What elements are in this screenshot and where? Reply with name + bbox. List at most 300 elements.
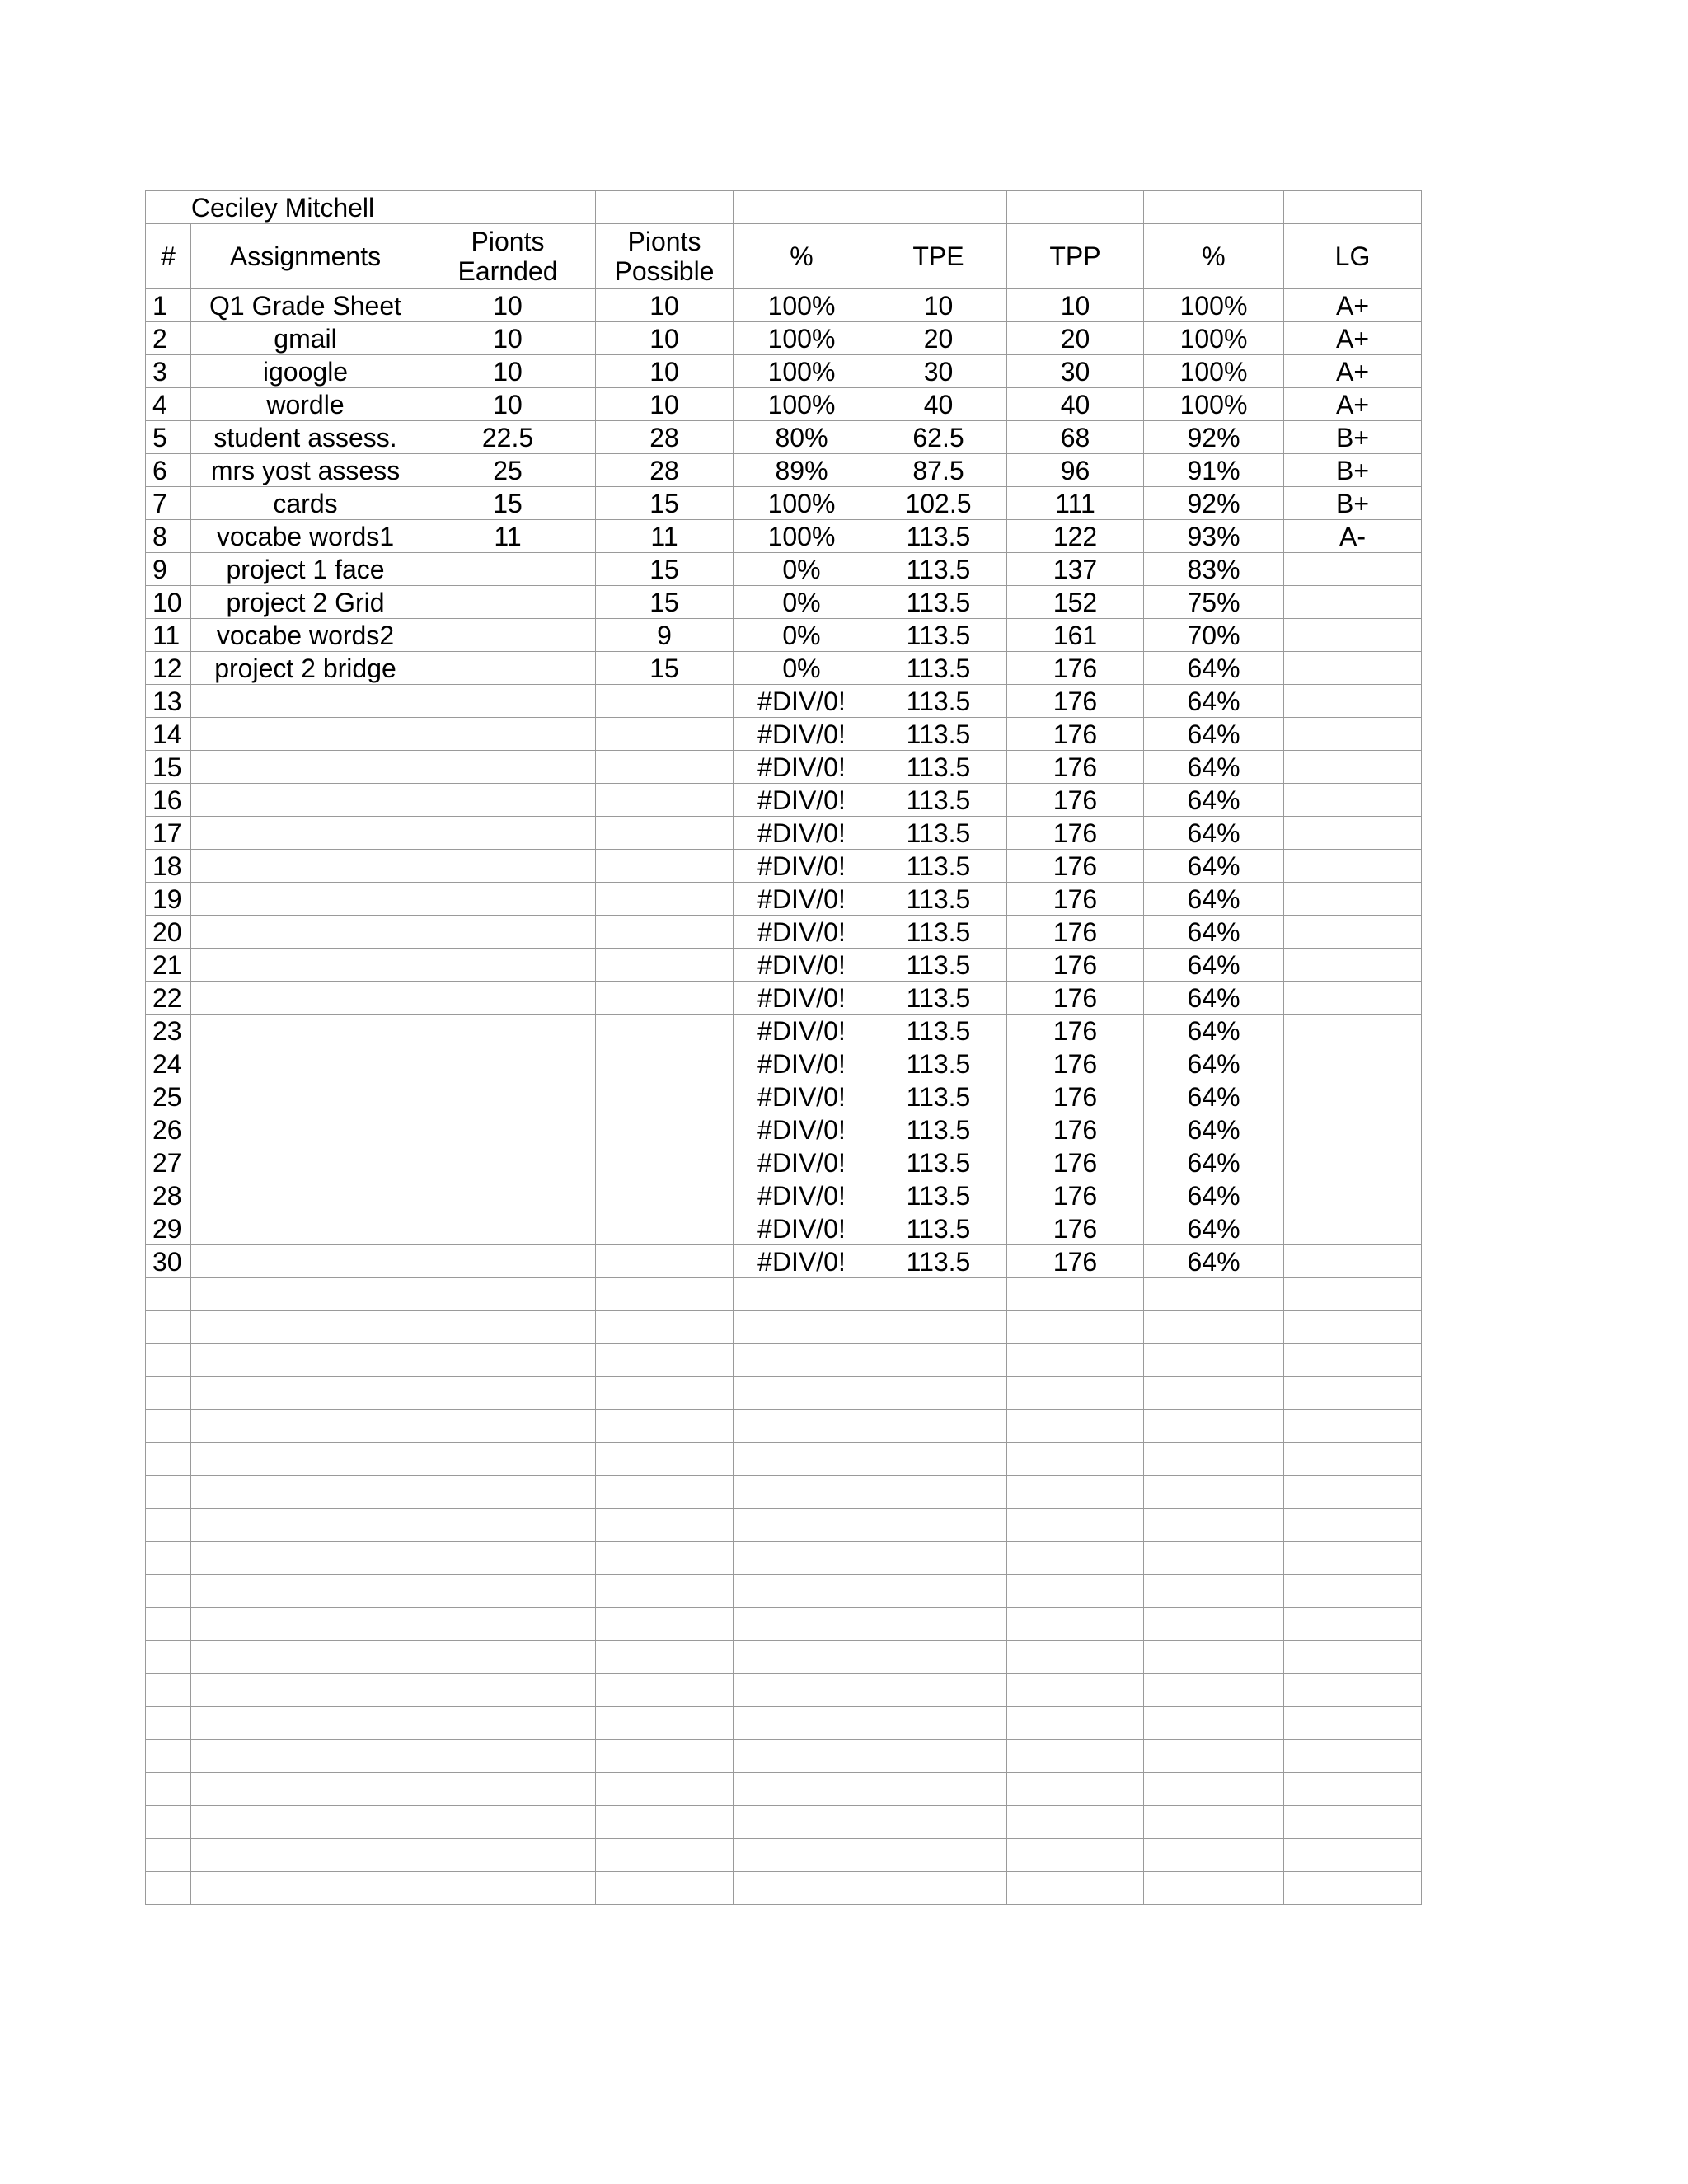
empty-cell[interactable] bbox=[191, 1377, 420, 1410]
letter-grade-cell[interactable] bbox=[1284, 751, 1422, 784]
assignment-name-cell[interactable] bbox=[191, 784, 420, 817]
empty-cell[interactable] bbox=[420, 1476, 596, 1509]
percent-cell[interactable]: #DIV/0! bbox=[734, 1080, 870, 1113]
total-percent-cell[interactable]: 64% bbox=[1144, 949, 1284, 982]
assignment-name-cell[interactable]: project 2 Grid bbox=[191, 586, 420, 619]
empty-cell[interactable] bbox=[1284, 1476, 1422, 1509]
letter-grade-cell[interactable] bbox=[1284, 949, 1422, 982]
empty-cell[interactable] bbox=[146, 1509, 191, 1542]
empty-cell[interactable] bbox=[1007, 1410, 1144, 1443]
letter-grade-cell[interactable] bbox=[1284, 1245, 1422, 1278]
tpp-cell[interactable]: 10 bbox=[1007, 289, 1144, 322]
letter-grade-cell[interactable]: B+ bbox=[1284, 454, 1422, 487]
empty-cell[interactable] bbox=[1284, 1839, 1422, 1872]
tpe-cell[interactable]: 113.5 bbox=[870, 685, 1007, 718]
assignment-name-cell[interactable]: wordle bbox=[191, 388, 420, 421]
empty-cell[interactable] bbox=[420, 1674, 596, 1707]
points-possible-cell[interactable]: 28 bbox=[596, 454, 734, 487]
empty-cell[interactable] bbox=[1284, 1311, 1422, 1344]
points-earned-cell[interactable] bbox=[420, 817, 596, 850]
assignment-name-cell[interactable] bbox=[191, 949, 420, 982]
empty-cell[interactable] bbox=[420, 1410, 596, 1443]
empty-cell[interactable] bbox=[1007, 1608, 1144, 1641]
letter-grade-cell[interactable] bbox=[1284, 883, 1422, 916]
points-possible-cell[interactable]: 10 bbox=[596, 388, 734, 421]
total-percent-cell[interactable]: 64% bbox=[1144, 1015, 1284, 1047]
percent-cell[interactable]: #DIV/0! bbox=[734, 718, 870, 751]
empty-cell[interactable] bbox=[420, 1278, 596, 1311]
empty-cell[interactable] bbox=[146, 1311, 191, 1344]
points-possible-cell[interactable] bbox=[596, 817, 734, 850]
points-possible-cell[interactable] bbox=[596, 1047, 734, 1080]
row-number-cell[interactable]: 1 bbox=[146, 289, 191, 322]
points-earned-cell[interactable] bbox=[420, 883, 596, 916]
empty-cell[interactable] bbox=[1284, 1344, 1422, 1377]
tpp-cell[interactable]: 176 bbox=[1007, 949, 1144, 982]
empty-cell[interactable] bbox=[596, 1608, 734, 1641]
assignment-name-cell[interactable] bbox=[191, 1245, 420, 1278]
empty-cell[interactable] bbox=[420, 1773, 596, 1806]
empty-cell[interactable] bbox=[1007, 1377, 1144, 1410]
empty-cell[interactable] bbox=[1144, 1542, 1284, 1575]
empty-cell[interactable] bbox=[870, 1707, 1007, 1740]
tpp-cell[interactable]: 152 bbox=[1007, 586, 1144, 619]
row-number-cell[interactable]: 27 bbox=[146, 1146, 191, 1179]
empty-cell[interactable] bbox=[1007, 1509, 1144, 1542]
empty-cell[interactable] bbox=[191, 1773, 420, 1806]
empty-cell[interactable] bbox=[734, 1476, 870, 1509]
empty-cell[interactable] bbox=[191, 1344, 420, 1377]
points-earned-cell[interactable] bbox=[420, 1245, 596, 1278]
empty-cell[interactable] bbox=[596, 1641, 734, 1674]
empty-cell[interactable] bbox=[1007, 1839, 1144, 1872]
percent-cell[interactable]: 100% bbox=[734, 520, 870, 553]
points-earned-cell[interactable]: 11 bbox=[420, 520, 596, 553]
empty-cell[interactable] bbox=[596, 1542, 734, 1575]
empty-cell[interactable] bbox=[1284, 1575, 1422, 1608]
empty-cell[interactable] bbox=[1284, 1410, 1422, 1443]
percent-cell[interactable]: #DIV/0! bbox=[734, 1047, 870, 1080]
empty-cell[interactable] bbox=[146, 1707, 191, 1740]
total-percent-cell[interactable]: 64% bbox=[1144, 1245, 1284, 1278]
empty-cell[interactable] bbox=[596, 1278, 734, 1311]
empty-cell[interactable] bbox=[1284, 1542, 1422, 1575]
empty-cell[interactable] bbox=[734, 1707, 870, 1740]
total-percent-cell[interactable]: 64% bbox=[1144, 1179, 1284, 1212]
empty-cell[interactable] bbox=[1007, 1575, 1144, 1608]
empty-cell[interactable] bbox=[734, 191, 870, 224]
percent-cell[interactable]: 0% bbox=[734, 553, 870, 586]
letter-grade-cell[interactable] bbox=[1284, 1080, 1422, 1113]
empty-cell[interactable] bbox=[146, 1542, 191, 1575]
assignment-name-cell[interactable] bbox=[191, 751, 420, 784]
empty-cell[interactable] bbox=[191, 1707, 420, 1740]
empty-cell[interactable] bbox=[870, 1806, 1007, 1839]
tpe-cell[interactable]: 87.5 bbox=[870, 454, 1007, 487]
tpe-cell[interactable]: 113.5 bbox=[870, 817, 1007, 850]
tpp-cell[interactable]: 122 bbox=[1007, 520, 1144, 553]
empty-cell[interactable] bbox=[596, 1773, 734, 1806]
letter-grade-cell[interactable] bbox=[1284, 619, 1422, 652]
tpe-cell[interactable]: 113.5 bbox=[870, 1245, 1007, 1278]
empty-cell[interactable] bbox=[1144, 1740, 1284, 1773]
total-percent-cell[interactable]: 93% bbox=[1144, 520, 1284, 553]
points-possible-cell[interactable] bbox=[596, 916, 734, 949]
row-number-cell[interactable]: 16 bbox=[146, 784, 191, 817]
points-possible-cell[interactable]: 15 bbox=[596, 586, 734, 619]
total-percent-cell[interactable]: 92% bbox=[1144, 421, 1284, 454]
empty-cell[interactable] bbox=[870, 1773, 1007, 1806]
percent-cell[interactable]: 100% bbox=[734, 322, 870, 355]
empty-cell[interactable] bbox=[870, 1740, 1007, 1773]
tpp-cell[interactable]: 137 bbox=[1007, 553, 1144, 586]
row-number-cell[interactable]: 6 bbox=[146, 454, 191, 487]
row-number-cell[interactable]: 18 bbox=[146, 850, 191, 883]
empty-cell[interactable] bbox=[191, 1608, 420, 1641]
empty-cell[interactable] bbox=[420, 1740, 596, 1773]
empty-cell[interactable] bbox=[1007, 1443, 1144, 1476]
tpp-cell[interactable]: 176 bbox=[1007, 718, 1144, 751]
assignment-name-cell[interactable] bbox=[191, 982, 420, 1015]
empty-cell[interactable] bbox=[420, 1311, 596, 1344]
tpp-cell[interactable]: 161 bbox=[1007, 619, 1144, 652]
empty-cell[interactable] bbox=[420, 1509, 596, 1542]
empty-cell[interactable] bbox=[1284, 1509, 1422, 1542]
assignment-name-cell[interactable] bbox=[191, 1015, 420, 1047]
total-percent-cell[interactable]: 64% bbox=[1144, 652, 1284, 685]
header-points-earned[interactable]: Pionts Earnded bbox=[420, 224, 596, 289]
header-assignments[interactable]: Assignments bbox=[191, 224, 420, 289]
empty-cell[interactable] bbox=[870, 1509, 1007, 1542]
points-earned-cell[interactable] bbox=[420, 619, 596, 652]
tpe-cell[interactable]: 62.5 bbox=[870, 421, 1007, 454]
points-earned-cell[interactable] bbox=[420, 586, 596, 619]
empty-cell[interactable] bbox=[1144, 1377, 1284, 1410]
points-possible-cell[interactable] bbox=[596, 1146, 734, 1179]
empty-cell[interactable] bbox=[1284, 1740, 1422, 1773]
points-possible-cell[interactable] bbox=[596, 1015, 734, 1047]
empty-cell[interactable] bbox=[1144, 1509, 1284, 1542]
tpe-cell[interactable]: 113.5 bbox=[870, 619, 1007, 652]
points-earned-cell[interactable] bbox=[420, 1047, 596, 1080]
empty-cell[interactable] bbox=[870, 1542, 1007, 1575]
points-possible-cell[interactable] bbox=[596, 949, 734, 982]
points-possible-cell[interactable] bbox=[596, 784, 734, 817]
empty-cell[interactable] bbox=[420, 191, 596, 224]
empty-cell[interactable] bbox=[1007, 1344, 1144, 1377]
percent-cell[interactable]: #DIV/0! bbox=[734, 1113, 870, 1146]
empty-cell[interactable] bbox=[870, 1278, 1007, 1311]
empty-cell[interactable] bbox=[191, 1839, 420, 1872]
total-percent-cell[interactable]: 70% bbox=[1144, 619, 1284, 652]
letter-grade-cell[interactable]: B+ bbox=[1284, 487, 1422, 520]
tpe-cell[interactable]: 113.5 bbox=[870, 982, 1007, 1015]
empty-cell[interactable] bbox=[1144, 1872, 1284, 1905]
row-number-cell[interactable]: 26 bbox=[146, 1113, 191, 1146]
empty-cell[interactable] bbox=[191, 1641, 420, 1674]
empty-cell[interactable] bbox=[870, 1476, 1007, 1509]
letter-grade-cell[interactable] bbox=[1284, 685, 1422, 718]
row-number-cell[interactable]: 23 bbox=[146, 1015, 191, 1047]
percent-cell[interactable]: 100% bbox=[734, 289, 870, 322]
tpp-cell[interactable]: 176 bbox=[1007, 982, 1144, 1015]
assignment-name-cell[interactable]: igoogle bbox=[191, 355, 420, 388]
letter-grade-cell[interactable] bbox=[1284, 817, 1422, 850]
empty-cell[interactable] bbox=[596, 191, 734, 224]
letter-grade-cell[interactable]: A+ bbox=[1284, 388, 1422, 421]
tpe-cell[interactable]: 113.5 bbox=[870, 751, 1007, 784]
row-number-cell[interactable]: 20 bbox=[146, 916, 191, 949]
empty-cell[interactable] bbox=[1284, 1707, 1422, 1740]
student-name[interactable]: Ceciley Mitchell bbox=[146, 191, 420, 224]
tpe-cell[interactable]: 20 bbox=[870, 322, 1007, 355]
empty-cell[interactable] bbox=[1284, 1806, 1422, 1839]
empty-cell[interactable] bbox=[596, 1674, 734, 1707]
empty-cell[interactable] bbox=[734, 1806, 870, 1839]
total-percent-cell[interactable]: 64% bbox=[1144, 850, 1284, 883]
row-number-cell[interactable]: 14 bbox=[146, 718, 191, 751]
empty-cell[interactable] bbox=[191, 1674, 420, 1707]
tpp-cell[interactable]: 176 bbox=[1007, 784, 1144, 817]
row-number-cell[interactable]: 12 bbox=[146, 652, 191, 685]
empty-cell[interactable] bbox=[1007, 191, 1144, 224]
tpe-cell[interactable]: 113.5 bbox=[870, 883, 1007, 916]
percent-cell[interactable]: #DIV/0! bbox=[734, 850, 870, 883]
points-possible-cell[interactable]: 10 bbox=[596, 355, 734, 388]
percent-cell[interactable]: #DIV/0! bbox=[734, 685, 870, 718]
letter-grade-cell[interactable] bbox=[1284, 1047, 1422, 1080]
points-possible-cell[interactable]: 15 bbox=[596, 652, 734, 685]
points-earned-cell[interactable] bbox=[420, 1212, 596, 1245]
empty-cell[interactable] bbox=[1144, 1278, 1284, 1311]
tpp-cell[interactable]: 68 bbox=[1007, 421, 1144, 454]
points-possible-cell[interactable] bbox=[596, 1113, 734, 1146]
empty-cell[interactable] bbox=[420, 1707, 596, 1740]
tpp-cell[interactable]: 176 bbox=[1007, 817, 1144, 850]
empty-cell[interactable] bbox=[734, 1773, 870, 1806]
points-earned-cell[interactable]: 10 bbox=[420, 388, 596, 421]
empty-cell[interactable] bbox=[734, 1443, 870, 1476]
total-percent-cell[interactable]: 64% bbox=[1144, 1212, 1284, 1245]
empty-cell[interactable] bbox=[870, 1872, 1007, 1905]
tpe-cell[interactable]: 40 bbox=[870, 388, 1007, 421]
empty-cell[interactable] bbox=[596, 1806, 734, 1839]
percent-cell[interactable]: 0% bbox=[734, 586, 870, 619]
assignment-name-cell[interactable]: mrs yost assess bbox=[191, 454, 420, 487]
tpp-cell[interactable]: 176 bbox=[1007, 883, 1144, 916]
tpp-cell[interactable]: 176 bbox=[1007, 850, 1144, 883]
empty-cell[interactable] bbox=[1284, 1278, 1422, 1311]
empty-cell[interactable] bbox=[191, 1410, 420, 1443]
empty-cell[interactable] bbox=[596, 1377, 734, 1410]
tpe-cell[interactable]: 113.5 bbox=[870, 850, 1007, 883]
tpp-cell[interactable]: 96 bbox=[1007, 454, 1144, 487]
percent-cell[interactable]: 100% bbox=[734, 487, 870, 520]
points-possible-cell[interactable] bbox=[596, 982, 734, 1015]
points-possible-cell[interactable] bbox=[596, 1212, 734, 1245]
row-number-cell[interactable]: 11 bbox=[146, 619, 191, 652]
assignment-name-cell[interactable]: vocabe words1 bbox=[191, 520, 420, 553]
empty-cell[interactable] bbox=[734, 1608, 870, 1641]
letter-grade-cell[interactable] bbox=[1284, 1212, 1422, 1245]
empty-cell[interactable] bbox=[1007, 1278, 1144, 1311]
assignment-name-cell[interactable] bbox=[191, 718, 420, 751]
empty-cell[interactable] bbox=[734, 1278, 870, 1311]
tpe-cell[interactable]: 113.5 bbox=[870, 1047, 1007, 1080]
assignment-name-cell[interactable] bbox=[191, 916, 420, 949]
empty-cell[interactable] bbox=[596, 1509, 734, 1542]
percent-cell[interactable]: 0% bbox=[734, 619, 870, 652]
tpe-cell[interactable]: 113.5 bbox=[870, 1113, 1007, 1146]
assignment-name-cell[interactable] bbox=[191, 1047, 420, 1080]
total-percent-cell[interactable]: 100% bbox=[1144, 322, 1284, 355]
points-possible-cell[interactable] bbox=[596, 850, 734, 883]
row-number-cell[interactable]: 5 bbox=[146, 421, 191, 454]
points-earned-cell[interactable]: 10 bbox=[420, 289, 596, 322]
row-number-cell[interactable]: 28 bbox=[146, 1179, 191, 1212]
total-percent-cell[interactable]: 64% bbox=[1144, 1047, 1284, 1080]
empty-cell[interactable] bbox=[146, 1740, 191, 1773]
percent-cell[interactable]: 89% bbox=[734, 454, 870, 487]
empty-cell[interactable] bbox=[596, 1311, 734, 1344]
tpp-cell[interactable]: 30 bbox=[1007, 355, 1144, 388]
points-possible-cell[interactable] bbox=[596, 751, 734, 784]
empty-cell[interactable] bbox=[734, 1839, 870, 1872]
empty-cell[interactable] bbox=[1007, 1806, 1144, 1839]
empty-cell[interactable] bbox=[734, 1542, 870, 1575]
letter-grade-cell[interactable] bbox=[1284, 652, 1422, 685]
empty-cell[interactable] bbox=[870, 1608, 1007, 1641]
row-number-cell[interactable]: 9 bbox=[146, 553, 191, 586]
empty-cell[interactable] bbox=[420, 1443, 596, 1476]
percent-cell[interactable]: #DIV/0! bbox=[734, 883, 870, 916]
empty-cell[interactable] bbox=[1284, 1443, 1422, 1476]
tpp-cell[interactable]: 176 bbox=[1007, 916, 1144, 949]
empty-cell[interactable] bbox=[146, 1674, 191, 1707]
points-earned-cell[interactable] bbox=[420, 1113, 596, 1146]
header-number[interactable]: # bbox=[146, 224, 191, 289]
empty-cell[interactable] bbox=[1144, 1410, 1284, 1443]
empty-cell[interactable] bbox=[420, 1806, 596, 1839]
letter-grade-cell[interactable]: B+ bbox=[1284, 421, 1422, 454]
tpp-cell[interactable]: 176 bbox=[1007, 1080, 1144, 1113]
letter-grade-cell[interactable] bbox=[1284, 586, 1422, 619]
letter-grade-cell[interactable] bbox=[1284, 718, 1422, 751]
percent-cell[interactable]: #DIV/0! bbox=[734, 1212, 870, 1245]
row-number-cell[interactable]: 25 bbox=[146, 1080, 191, 1113]
empty-cell[interactable] bbox=[191, 1806, 420, 1839]
points-possible-cell[interactable]: 11 bbox=[596, 520, 734, 553]
total-percent-cell[interactable]: 83% bbox=[1144, 553, 1284, 586]
letter-grade-cell[interactable] bbox=[1284, 982, 1422, 1015]
tpp-cell[interactable]: 176 bbox=[1007, 652, 1144, 685]
assignment-name-cell[interactable] bbox=[191, 883, 420, 916]
empty-cell[interactable] bbox=[1284, 1377, 1422, 1410]
total-percent-cell[interactable]: 64% bbox=[1144, 916, 1284, 949]
empty-cell[interactable] bbox=[870, 1839, 1007, 1872]
empty-cell[interactable] bbox=[1007, 1707, 1144, 1740]
empty-cell[interactable] bbox=[734, 1674, 870, 1707]
empty-cell[interactable] bbox=[191, 1443, 420, 1476]
tpe-cell[interactable]: 113.5 bbox=[870, 1179, 1007, 1212]
percent-cell[interactable]: #DIV/0! bbox=[734, 751, 870, 784]
letter-grade-cell[interactable] bbox=[1284, 916, 1422, 949]
empty-cell[interactable] bbox=[1144, 1707, 1284, 1740]
total-percent-cell[interactable]: 64% bbox=[1144, 982, 1284, 1015]
empty-cell[interactable] bbox=[734, 1740, 870, 1773]
empty-cell[interactable] bbox=[870, 1344, 1007, 1377]
tpe-cell[interactable]: 10 bbox=[870, 289, 1007, 322]
tpe-cell[interactable]: 113.5 bbox=[870, 553, 1007, 586]
tpp-cell[interactable]: 176 bbox=[1007, 1113, 1144, 1146]
empty-cell[interactable] bbox=[1144, 1443, 1284, 1476]
empty-cell[interactable] bbox=[734, 1377, 870, 1410]
percent-cell[interactable]: #DIV/0! bbox=[734, 1015, 870, 1047]
empty-cell[interactable] bbox=[146, 1608, 191, 1641]
empty-cell[interactable] bbox=[1007, 1311, 1144, 1344]
empty-cell[interactable] bbox=[420, 1608, 596, 1641]
assignment-name-cell[interactable]: student assess. bbox=[191, 421, 420, 454]
row-number-cell[interactable]: 17 bbox=[146, 817, 191, 850]
assignment-name-cell[interactable] bbox=[191, 1212, 420, 1245]
tpp-cell[interactable]: 176 bbox=[1007, 1146, 1144, 1179]
tpe-cell[interactable]: 30 bbox=[870, 355, 1007, 388]
total-percent-cell[interactable]: 64% bbox=[1144, 718, 1284, 751]
percent-cell[interactable]: #DIV/0! bbox=[734, 817, 870, 850]
empty-cell[interactable] bbox=[146, 1443, 191, 1476]
total-percent-cell[interactable]: 64% bbox=[1144, 817, 1284, 850]
empty-cell[interactable] bbox=[1284, 1872, 1422, 1905]
points-possible-cell[interactable] bbox=[596, 685, 734, 718]
points-earned-cell[interactable] bbox=[420, 751, 596, 784]
letter-grade-cell[interactable] bbox=[1284, 1015, 1422, 1047]
empty-cell[interactable] bbox=[1007, 1476, 1144, 1509]
points-earned-cell[interactable] bbox=[420, 1080, 596, 1113]
points-earned-cell[interactable] bbox=[420, 685, 596, 718]
empty-cell[interactable] bbox=[146, 1278, 191, 1311]
tpp-cell[interactable]: 176 bbox=[1007, 1212, 1144, 1245]
points-earned-cell[interactable]: 10 bbox=[420, 355, 596, 388]
total-percent-cell[interactable]: 64% bbox=[1144, 685, 1284, 718]
percent-cell[interactable]: #DIV/0! bbox=[734, 982, 870, 1015]
empty-cell[interactable] bbox=[420, 1872, 596, 1905]
tpe-cell[interactable]: 113.5 bbox=[870, 1080, 1007, 1113]
empty-cell[interactable] bbox=[191, 1575, 420, 1608]
assignment-name-cell[interactable] bbox=[191, 1146, 420, 1179]
total-percent-cell[interactable]: 64% bbox=[1144, 751, 1284, 784]
empty-cell[interactable] bbox=[420, 1542, 596, 1575]
empty-cell[interactable] bbox=[1144, 1608, 1284, 1641]
empty-cell[interactable] bbox=[596, 1872, 734, 1905]
empty-cell[interactable] bbox=[146, 1476, 191, 1509]
empty-cell[interactable] bbox=[870, 1410, 1007, 1443]
empty-cell[interactable] bbox=[191, 1509, 420, 1542]
empty-cell[interactable] bbox=[1284, 1641, 1422, 1674]
empty-cell[interactable] bbox=[420, 1575, 596, 1608]
empty-cell[interactable] bbox=[1144, 1641, 1284, 1674]
points-earned-cell[interactable] bbox=[420, 553, 596, 586]
points-possible-cell[interactable] bbox=[596, 1245, 734, 1278]
empty-cell[interactable] bbox=[146, 1575, 191, 1608]
empty-cell[interactable] bbox=[1144, 1674, 1284, 1707]
empty-cell[interactable] bbox=[191, 1542, 420, 1575]
assignment-name-cell[interactable] bbox=[191, 1113, 420, 1146]
assignment-name-cell[interactable]: project 2 bridge bbox=[191, 652, 420, 685]
row-number-cell[interactable]: 13 bbox=[146, 685, 191, 718]
empty-cell[interactable] bbox=[870, 1641, 1007, 1674]
tpe-cell[interactable]: 113.5 bbox=[870, 916, 1007, 949]
percent-cell[interactable]: 100% bbox=[734, 355, 870, 388]
